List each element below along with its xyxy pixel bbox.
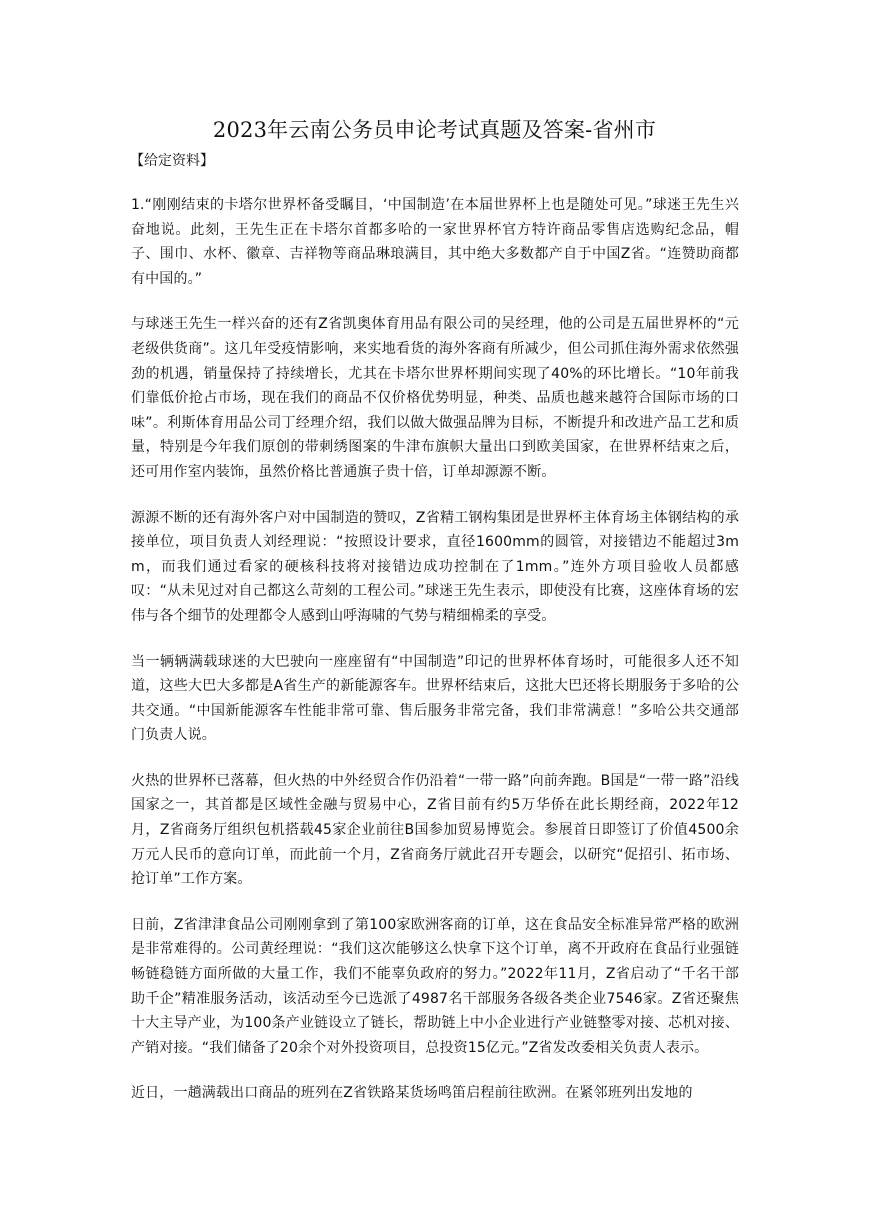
section-label: 【给定资料】 <box>130 153 214 169</box>
paragraph-5: 火热的世界杯已落幕，但火热的中外经贸合作仍沿着“一带一路”向前奔跑。B国是“一带一路”沿线国家之一，其首都是区域性金融与贸易中心，Z省目前有约5万华侨在此长期经商，2022年12月，Z省商务厅组织包机搭载45家企业前往B国参加贸易博览会。参展首日即签订了价值4500余万元人民币的意向订单，而此前一个月，Z省商务厅就此召开专题会，以研究“促招引、拓市场、抢订单”工作方案。 <box>131 772 739 888</box>
paragraph-7: 近日，一趟满载出口商品的班列在Z省铁路某货场鸣笛启程前往欧洲。在紧邻班列出发地的 <box>131 1085 693 1102</box>
paragraph-4: 当一辆辆满载球迷的大巴驶向一座座留有“中国制造”印记的世界杯体育场时，可能很多人还不知道，这些大巴大多都是A省生产的新能源客车。世界杯结束后，这批大巴还将长期服务于多哈的公共交通。“中国新能源客车性能非常可靠、售后服务非常完备，我们非常满意！”多哈公共交通部门负责人说。 <box>131 653 739 744</box>
paragraph-6: 日前，Z省津津食品公司刚刚拿到了第100家欧洲客商的订单，这在食品安全标准异常严格的欧洲是非常难得的。公司黄经理说：“我们这次能够这么快拿下这个订单，离不开政府在食品行业强链畅链稳链方面所做的大量工作，我们不能辜负政府的努力。”2022年11月，Z省启动了“千名干部助千企”精准服务活动，该活动至今已选派了4987名干部服务各级各类企业7546家。Z省还聚焦十大主导产业，为100条产业链设立了链长，帮助链上中小企业进行产业链整零对接、芯机对接、产销对接。“我们储备了20余个对外投资项目，总投资15亿元。”Z省发改委相关负责人表示。 <box>131 916 739 1056</box>
paragraph-2: 与球迷王先生一样兴奋的还有Z省凯奥体育用品有限公司的吴经理，他的公司是五届世界杯的“元老级供货商”。这几年受疫情影响，来实地看货的海外客商有所减少，但公司抓住海外需求依然强劲的机遇，销量保持了持续增长，尤其在卡塔尔世界杯期间实现了40%的环比增长。“10年前我们靠低价抢占市场，现在我们的商品不仅价格优势明显，种类、品质也越来越符合国际市场的口味”。利斯体育用品公司丁经理介绍，我们以做大做强品牌为目标，不断提升和改进产品工艺和质量，特别是今年我们原创的带刺绣图案的牛津布旗帜大量出口到欧美国家，在世界杯结束之后，还可用作室内装饰，虽然价格比普通旗子贵十倍，订单却源源不断。 <box>131 316 739 480</box>
paragraph-3: 源源不断的还有海外客户对中国制造的赞叹，Z省精工钢构集团是世界杯主体育场主体钢结构的承接单位，项目负责人刘经理说：“按照设计要求，直径1600mm的圆管，对接错边不能超过3mm，而我们通过看家的硬核科技将对接错边成功控制在了1mm。”连外方项目验收人员都感叹：“从未见过对自己都这么苛刻的工程公司。”球迷王先生表示，即使没有比赛，这座体育场的宏伟与各个细节的处理都令人感到山呼海啸的气势与精细棉柔的享受。 <box>131 509 739 624</box>
document-title: 2023年云南公务员申论考试真题及答案-省州市 <box>212 118 657 142</box>
document-body <box>131 193 739 1106</box>
paragraph-1: 1.“刚刚结束的卡塔尔世界杯备受瞩目，‘中国制造’在本届世界杯上也是随处可见。”球迷王先生兴奋地说。此刻，王先生正在卡塔尔首都多哈的一家世界杯官方特许商品零售店选购纪念品，帽子、围巾、水杯、徽章、吉祥物等商品琳琅满目，其中绝大多数都产自于中国Z省。“连赞助商都有中国的。” <box>131 197 739 287</box>
